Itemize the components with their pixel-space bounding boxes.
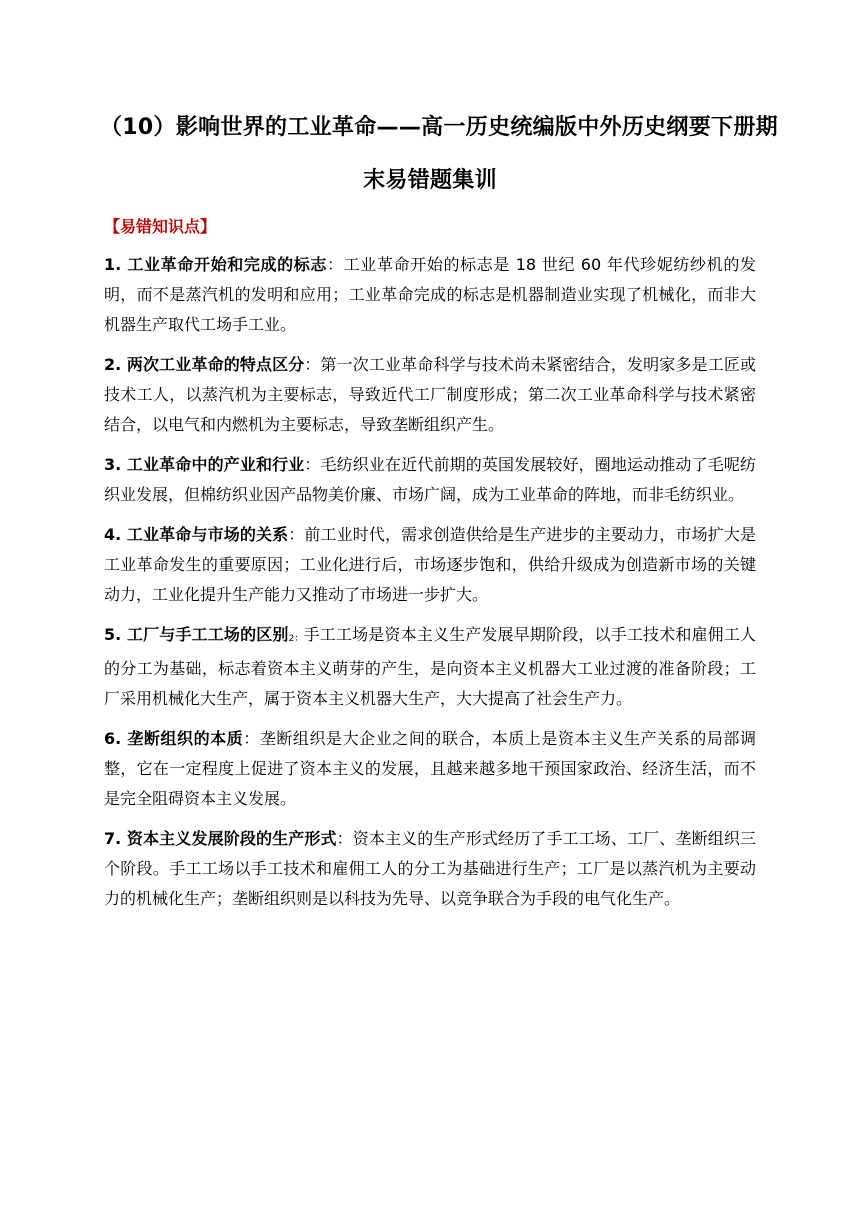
knowledge-point-heading: 6. 垄断组织的本质 (104, 729, 244, 748)
knowledge-point-text: 毛纺织业在近代前期的英国发展较好，圈地运动推动了毛呢纺织业发展，但棉纺织业因产品物美价廉、市场广阔，成为工业革命的阵地，而非毛纺织业。 (104, 455, 756, 504)
knowledge-point-list (104, 250, 756, 924)
knowledge-point-separator: ： (336, 829, 353, 848)
knowledge-point-heading: 4. 工业革命与市场的关系 (104, 525, 289, 544)
knowledge-point-separator: ： (327, 255, 344, 274)
document-title-line-2: 末易错题集训 (363, 168, 497, 193)
knowledge-point-heading: 1. 工业革命开始和完成的标志 (104, 255, 328, 274)
knowledge-point-text: 垄断组织是大企业之间的联合，本质上是资本主义生产关系的局部调整，它在一定程度上促进了资本主义的发展，且越来越多地干预国家政治、经济生活，而不是完全阻碍资本主义发展。 (104, 729, 756, 808)
knowledge-point (104, 520, 756, 610)
knowledge-point (104, 350, 756, 440)
knowledge-point-text: 资本主义的生产形式经历了手工工场、工厂、垄断组织三个阶段。手工工场以手工技术和雇佣工人的分工为基础进行生产；工厂是以蒸汽机为主要动力的机械化生产；垄断组织则是以科技为先导、以竞争联合为手段的电气化生产。 (104, 829, 756, 908)
knowledge-point-text: 手工工场是资本主义生产发展早期阶段，以手工技术和雇佣工人的分工为基础，标志着资本主义萌芽的产生，是向资本主义机器大工业过渡的准备阶段；工厂采用机械化大生产，属于资本主义机器大生产，大大提高了社会生产力。 (104, 625, 756, 708)
knowledge-point-separator: ： (243, 729, 260, 748)
footnote-marker: 2： (288, 634, 304, 644)
knowledge-point (104, 724, 756, 814)
knowledge-point-text: 第一次工业革命科学与技术尚未紧密结合，发明家多是工匠或技术工人，以蒸汽机为主要标志，导致近代工厂制度形成；第二次工业革命科学与技术紧密结合，以电气和内燃机为主要标志，导致垄断组织产生。 (104, 355, 756, 434)
knowledge-point-text: 前工业时代，需求创造供给是生产进步的主要动力，市场扩大是工业革命发生的重要原因；工业化进行后，市场逐步饱和，供给升级成为创造新市场的关键动力，工业化提升生产能力又推动了市场进一步扩大。 (104, 525, 756, 604)
knowledge-point-separator: ： (304, 355, 321, 374)
knowledge-point-heading: 7. 资本主义发展阶段的生产形式 (104, 829, 337, 848)
knowledge-point (104, 620, 756, 714)
document-title-line-1: （10）影响世界的工业革命——高一历史统编版中外历史纲要下册期 (100, 115, 778, 140)
knowledge-point (104, 250, 756, 340)
knowledge-point (104, 824, 756, 914)
knowledge-point-separator: ： (288, 525, 305, 544)
knowledge-point-heading: 3. 工业革命中的产业和行业 (104, 455, 305, 474)
knowledge-point (104, 450, 756, 510)
knowledge-point-heading: 2. 两次工业革命的特点区分 (104, 355, 305, 374)
section-header: 【易错知识点】 (104, 217, 217, 236)
knowledge-point-heading: 5. 工厂与手工工场的区别 (104, 625, 289, 644)
knowledge-point-text: 工业革命开始的标志是 18 世纪 60 年代珍妮纺纱机的发明，而不是蒸汽机的发明和应用；工业革命完成的标志是机器制造业实现了机械化，而非大机器生产取代工场手工业。 (104, 255, 756, 334)
knowledge-point-separator: ： (304, 455, 321, 474)
